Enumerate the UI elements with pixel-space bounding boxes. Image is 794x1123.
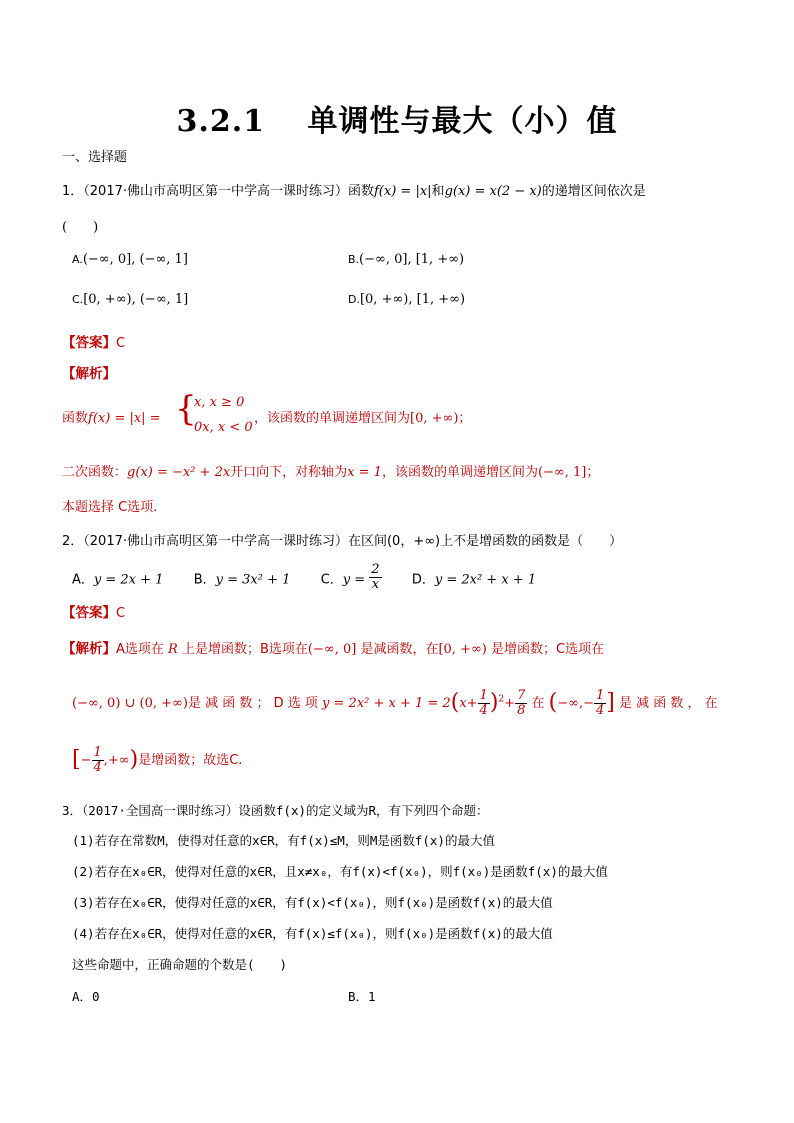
q2-analysis-line2: (−∞, 0) ∪ (0, +∞)是 减 函 数 ； D 选 项 y = 2x² + x + 1 = 2(x+ $\frac{1}{4}$ )$^2$+ $\frac{7}{8}$ 在 (−∞,− $\frac{1}{4}$ ] 是 减 函 数 ， 在: [72, 687, 718, 718]
q3-ask: 这些命题中，正确命题的个数是( ): [72, 957, 288, 972]
q2-options: A．y = 2x + 1 B．y = 3x² + 1 C．y = $\frac{2}{x}$ D．y = 2x² + x + 1: [72, 562, 537, 593]
q1-option-b: B.(−∞, 0], [1, +∞): [348, 252, 465, 267]
q1-answer: 【答案】C: [62, 335, 126, 351]
q2-stem: 2．（2017·佛山市高明区第一中学高一课时练习）在区间(0，+∞)上不是增函数的函数是（ ）: [62, 534, 623, 549]
q1-analysis-line1: 函数f(x) = |x| =: [62, 411, 161, 426]
q1-option-d: D.[0, +∞), [1, +∞): [348, 292, 466, 307]
q3-option-a: A．0: [72, 989, 100, 1004]
q3-proposition-3: (3)若存在x₀∈R，使得对任意的x∈R，有f(x)<f(x₀)，则f(x₀)是函数f(x)的最大值: [72, 895, 553, 910]
brace-icon: {: [175, 389, 197, 429]
q1-analysis-line2: 二次函数：g(x) = −x² + 2x开口向下，对称轴为x = 1，该函数的单调递增区间为(−∞, 1]；: [62, 465, 600, 480]
q3-proposition-2: (2)若存在x₀∈R，使得对任意的x∈R，且x≠x₀，有f(x)<f(x₀)，则f(x₀)是函数f(x)的最大值: [72, 864, 608, 879]
q3-proposition-4: (4)若存在x₀∈R，使得对任意的x∈R，有f(x)≤f(x₀)，则f(x₀)是函数f(x)的最大值: [72, 926, 553, 941]
q2-analysis-line3: [− $\frac{1}{4}$ ,+∞)是增函数；故选C.: [72, 744, 243, 775]
q2-answer: 【答案】C: [62, 605, 126, 621]
q1-stem: 1．（2017·佛山市高明区第一中学高一课时练习）函数f(x) = |x|和g(x) = x(2 − x)的递增区间依次是: [62, 184, 646, 199]
q3-option-b: B．1: [348, 989, 376, 1004]
q1-analysis-tag: 【解析】: [62, 366, 116, 382]
q3-proposition-1: (1)若存在常数M，使得对任意的x∈R，有f(x)≤M，则M是函数f(x)的最大值: [72, 833, 495, 848]
q1-option-a: A.(−∞, 0], (−∞, 1]: [72, 252, 188, 267]
q1-case1: x, x ≥ 0: [194, 395, 245, 410]
q1-analysis-line1-tail: ，该函数的单调递增区间为[0, +∞)；: [254, 411, 472, 426]
q1-analysis-line3: 本题选择 C选项.: [62, 500, 158, 515]
q1-case2: 0x, x < 0: [194, 420, 253, 435]
q3-stem: 3．（2017·全国高一课时练习）设函数f(x)的定义域为R，有下列四个命题：: [62, 803, 489, 818]
q2-analysis-line1: 【解析】A选项在 R 上是增函数；B选项在(−∞, 0] 是减函数，在[0, +∞) 是增函数；C选项在: [62, 641, 605, 657]
page-title: 3.2.1 单调性与最大（小）值: [176, 104, 618, 139]
q1-option-c: C.[0, +∞), (−∞, 1]: [72, 292, 189, 307]
section-heading: 一、选择题: [62, 150, 128, 165]
q1-paren: ( ): [62, 220, 99, 235]
